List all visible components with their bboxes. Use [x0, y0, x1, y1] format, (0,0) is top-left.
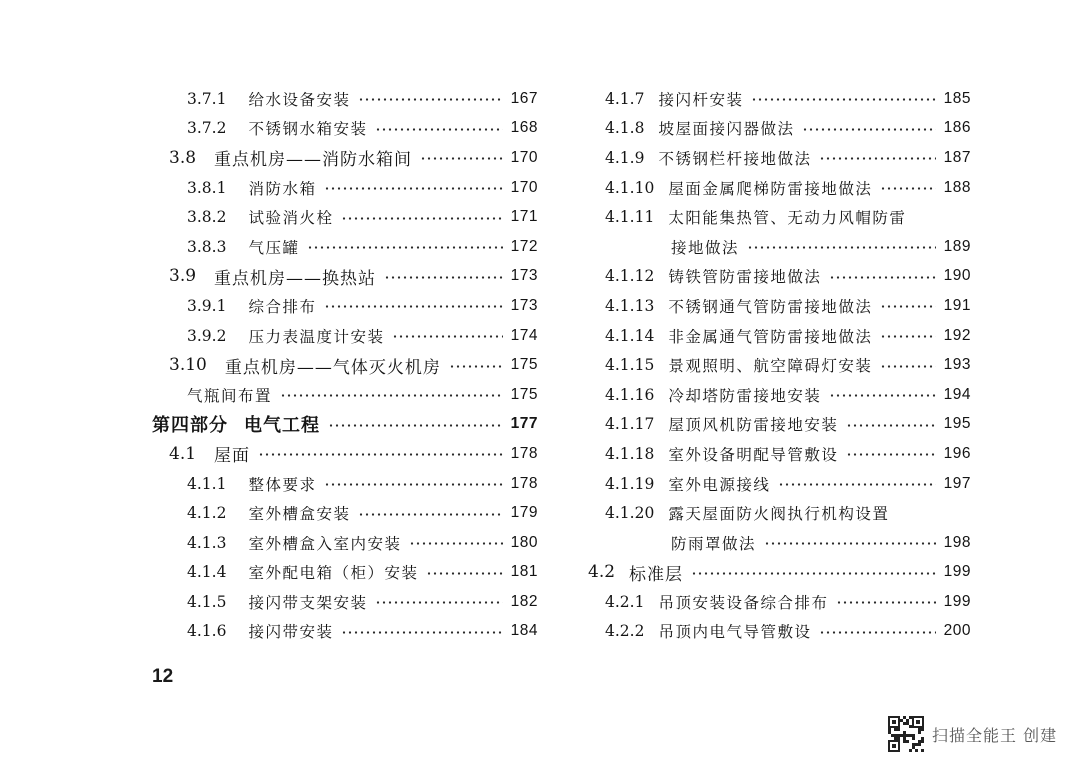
toc-entry: [150, 321, 538, 351]
toc-entry: [150, 528, 538, 558]
toc-entry-page: 181: [510, 563, 538, 581]
toc-entry: [588, 380, 971, 410]
toc-entry-number: 3.8.2: [187, 208, 227, 227]
toc-leader-dots: [375, 601, 502, 604]
toc-entry-page: 198: [943, 533, 971, 551]
toc-leader-dots: [409, 542, 502, 545]
toc-entry-number: 3.9.1: [187, 296, 227, 315]
toc-entry-page: 175: [510, 356, 538, 374]
toc-entry-page: 182: [510, 592, 538, 610]
toc-entry: [150, 587, 538, 617]
toc-entry-title: 室外槽盒安装: [248, 505, 351, 524]
toc-leader-dots: [764, 542, 936, 545]
toc-entry-page: 168: [510, 119, 538, 137]
toc-entry-page: 178: [510, 474, 538, 492]
toc-entry-title: 室外槽盒入室内安装: [248, 534, 402, 553]
toc-entry: [588, 321, 971, 351]
toc-entry-number: 4.1.1: [187, 474, 227, 493]
toc-entry-number: 4.1.7: [605, 89, 645, 108]
toc-entry-title: 屋面金属爬梯防雷接地做法: [668, 179, 873, 198]
toc-entry: [150, 439, 538, 469]
toc-entry-number: 3.9.2: [187, 326, 227, 345]
toc-entry-title: 接闪带安装: [248, 623, 334, 642]
toc-entry-page: 195: [943, 415, 971, 433]
toc-entry-title: 吊顶安装设备综合排布: [658, 593, 829, 612]
toc-entry: [150, 350, 538, 380]
toc-leader-dots: [426, 572, 502, 575]
toc-entry-page: 177: [510, 415, 538, 433]
toc-entry-title: 气瓶间布置: [187, 386, 273, 405]
toc-entry-title: 不锈钢栏杆接地做法: [658, 149, 812, 168]
toc-entry-number: 4.1.2: [187, 504, 227, 523]
toc-entry-number: 4.1.16: [605, 385, 655, 404]
toc-entry-number: 4.1.20: [605, 504, 655, 523]
toc-leader-dots: [819, 157, 935, 160]
toc-leader-dots: [358, 98, 502, 101]
toc-right-column: [588, 84, 971, 646]
toc-entry-title: 室外设备明配导管敷设: [668, 445, 839, 464]
toc-leader-dots: [880, 305, 935, 308]
toc-entry-page: 173: [510, 267, 538, 285]
toc-entry-page: 200: [943, 622, 971, 640]
toc-entry: [150, 173, 538, 203]
toc-entry: [150, 143, 538, 173]
toc-left-column: [150, 84, 538, 646]
toc-entry-title: 重点机房——换热站: [214, 268, 377, 289]
toc-entry-title: 试验消火栓: [248, 209, 334, 228]
toc-leader-dots: [449, 365, 503, 368]
toc-entry-title: 接闪杆安装: [658, 90, 744, 109]
toc-entry-title: 综合排布: [248, 297, 317, 316]
toc-entry-number: 3.8.3: [187, 237, 227, 256]
toc-entry-page: 179: [510, 504, 538, 522]
toc-entry-number: 4.1.11: [605, 208, 655, 227]
toc-entry-page: 174: [510, 326, 538, 344]
toc-leader-dots: [846, 453, 935, 456]
toc-leader-dots: [324, 483, 502, 486]
toc-entry: [588, 291, 971, 321]
toc-entry: [588, 84, 971, 114]
toc-entry-number: 3.8.1: [187, 178, 227, 197]
toc-entry-title: 给水设备安装: [248, 90, 351, 109]
toc-leader-dots: [420, 157, 503, 160]
toc-entry: [150, 380, 538, 410]
toc-entry: [588, 173, 971, 203]
toc-entry: [150, 291, 538, 321]
toc-entry-page: 199: [943, 563, 971, 581]
toc-leader-dots: [691, 572, 936, 575]
toc-entry: [588, 350, 971, 380]
toc-entry-title: 整体要求: [248, 475, 317, 494]
toc-entry: [588, 202, 971, 232]
toc-entry-title: 吊顶内电气导管敷设: [658, 623, 812, 642]
toc-entry-page: 192: [943, 326, 971, 344]
toc-entry-page: 196: [943, 444, 971, 462]
toc-leader-dots: [880, 365, 935, 368]
toc-entry: [588, 410, 971, 440]
toc-entry: [150, 84, 538, 114]
toc-entry-page: 197: [943, 474, 971, 492]
toc-entry: [150, 469, 538, 499]
toc-entry-page: 193: [943, 356, 971, 374]
toc-entry-number: 4.2: [588, 562, 616, 583]
toc-entry-title: 坡屋面接闪器做法: [658, 120, 795, 139]
toc-entry: [150, 232, 538, 262]
toc-entry-page: 185: [943, 89, 971, 107]
toc-entry-title: 冷却塔防雷接地安装: [668, 386, 822, 405]
qr-code-icon: [888, 716, 924, 752]
toc-entry-title: 太阳能集热管、无动力风帽防雷: [668, 209, 907, 228]
toc-entry-page: 186: [943, 119, 971, 137]
toc-leader-dots: [324, 187, 502, 190]
toc-entry-page: 173: [510, 296, 538, 314]
toc-entry-number: 4.1: [169, 443, 197, 464]
toc-entry-page: 180: [510, 533, 538, 551]
watermark-text: 扫描全能王 创建: [932, 725, 1058, 745]
toc-entry-number: 4.2.2: [605, 622, 645, 641]
toc-leader-dots: [829, 276, 935, 279]
toc-entry: [588, 498, 971, 528]
toc-entry-page: 170: [510, 178, 538, 196]
toc-entry: [150, 410, 538, 440]
toc-entry-number: 第四部分: [152, 415, 228, 437]
toc-entry-page: 171: [510, 208, 538, 226]
toc-entry-number: 3.10: [169, 355, 207, 376]
toc-entry-number: 3.8: [169, 147, 197, 168]
toc-leader-dots: [819, 631, 935, 634]
toc-entry: [588, 617, 971, 647]
toc-entry: [150, 498, 538, 528]
toc-entry-title: 接地做法: [671, 238, 740, 257]
toc-entry-title: 景观照明、航空障碍灯安装: [668, 357, 873, 376]
toc-entry-title: 气压罐: [248, 238, 300, 257]
toc-entry-title: 防雨罩做法: [671, 534, 757, 553]
toc-entry-title: 室外电源接线: [668, 475, 771, 494]
toc-entry-title: 室外配电箱（柜）安装: [248, 564, 419, 583]
toc-entry: [588, 587, 971, 617]
toc-entry-page: 187: [943, 148, 971, 166]
toc-leader-dots: [880, 335, 935, 338]
toc-entry-number: 4.1.6: [187, 622, 227, 641]
toc-entry-number: 4.1.3: [187, 533, 227, 552]
toc-entry: [150, 558, 538, 588]
toc-leader-dots: [375, 128, 502, 131]
toc-entry-title: 不锈钢水箱安装: [248, 120, 368, 139]
toc-entry-number: 3.7.2: [187, 119, 227, 138]
toc-entry-title: 重点机房——气体灭火机房: [224, 357, 441, 378]
toc-leader-dots: [280, 394, 503, 397]
toc-entry-number: 4.1.17: [605, 415, 655, 434]
toc-entry-page: 167: [510, 89, 538, 107]
toc-entry-title: 非金属通气管防雷接地做法: [668, 327, 873, 346]
toc-entry: [588, 469, 971, 499]
toc-entry-number: 4.1.12: [605, 267, 655, 286]
toc-entry-title: 铸铁管防雷接地做法: [668, 268, 822, 287]
toc-entry-page: 178: [510, 444, 538, 462]
toc-entry: [588, 528, 971, 558]
toc-leader-dots: [307, 246, 502, 249]
toc-leader-dots: [846, 424, 935, 427]
toc-leader-dots: [392, 335, 502, 338]
toc-entry-number: 4.1.18: [605, 444, 655, 463]
toc-entry-page: 189: [943, 237, 971, 255]
toc-entry-title: 重点机房——消防水箱间: [214, 150, 413, 171]
toc-entry-title: 露天屋面防火阀执行机构设置: [668, 505, 890, 524]
toc-entry-number: 4.1.19: [605, 474, 655, 493]
toc-entry-number: 4.1.10: [605, 178, 655, 197]
toc-entry-page: 175: [510, 385, 538, 403]
toc-entry: [588, 232, 971, 262]
toc-leader-dots: [747, 246, 936, 249]
toc-entry: [588, 558, 971, 588]
toc-entry: [588, 143, 971, 173]
toc-entry-number: 4.1.9: [605, 148, 645, 167]
toc-entry-number: 4.1.4: [187, 563, 227, 582]
toc-leader-dots: [341, 631, 502, 634]
toc-entry-title: 消防水箱: [248, 179, 317, 198]
toc-leader-dots: [802, 128, 935, 131]
toc-leader-dots: [358, 513, 502, 516]
toc-entry: [150, 114, 538, 144]
toc-entry-page: 172: [510, 237, 538, 255]
toc-entry-title: 压力表温度计安装: [248, 327, 385, 346]
toc-entry-number: 4.1.8: [605, 119, 645, 138]
toc-leader-dots: [829, 394, 935, 397]
toc-leader-dots: [341, 217, 502, 220]
toc-entry-title: 不锈钢通气管防雷接地做法: [668, 297, 873, 316]
toc-entry-title: 屋面: [214, 446, 251, 467]
toc-entry-page: 194: [943, 385, 971, 403]
toc-entry-page: 191: [943, 296, 971, 314]
scanner-watermark: [888, 716, 1057, 752]
toc-entry-page: 199: [943, 592, 971, 610]
toc-entry-number: 4.2.1: [605, 592, 645, 611]
toc-entry-number: 4.1.14: [605, 326, 655, 345]
toc-leader-dots: [258, 453, 503, 456]
toc-leader-dots: [836, 601, 935, 604]
toc-leader-dots: [324, 305, 502, 308]
toc-leader-dots: [384, 276, 503, 279]
toc-entry-title: 标准层: [629, 564, 684, 585]
page-number: 12: [152, 666, 174, 687]
toc-entry-page: 188: [943, 178, 971, 196]
toc-entry-page: 184: [510, 622, 538, 640]
toc-entry-title: 电气工程: [244, 415, 320, 437]
toc-entry: [588, 114, 971, 144]
toc-entry: [150, 202, 538, 232]
toc-leader-dots: [880, 187, 935, 190]
toc-entry-page: 170: [510, 148, 538, 166]
toc-entry-page: 190: [943, 267, 971, 285]
toc-leader-dots: [328, 424, 503, 427]
toc-entry: [588, 262, 971, 292]
toc-entry-number: 4.1.13: [605, 296, 655, 315]
toc-leader-dots: [778, 483, 935, 486]
toc-entry-number: 3.9: [169, 266, 197, 287]
toc-entry-number: 3.7.1: [187, 89, 227, 108]
toc-entry: [150, 262, 538, 292]
toc-entry-title: 屋顶风机防雷接地安装: [668, 416, 839, 435]
toc-entry-number: 4.1.5: [187, 592, 227, 611]
toc-entry: [150, 617, 538, 647]
toc-entry-title: 接闪带支架安装: [248, 593, 368, 612]
toc-leader-dots: [751, 98, 935, 101]
toc-entry-number: 4.1.15: [605, 356, 655, 375]
toc-entry: [588, 439, 971, 469]
